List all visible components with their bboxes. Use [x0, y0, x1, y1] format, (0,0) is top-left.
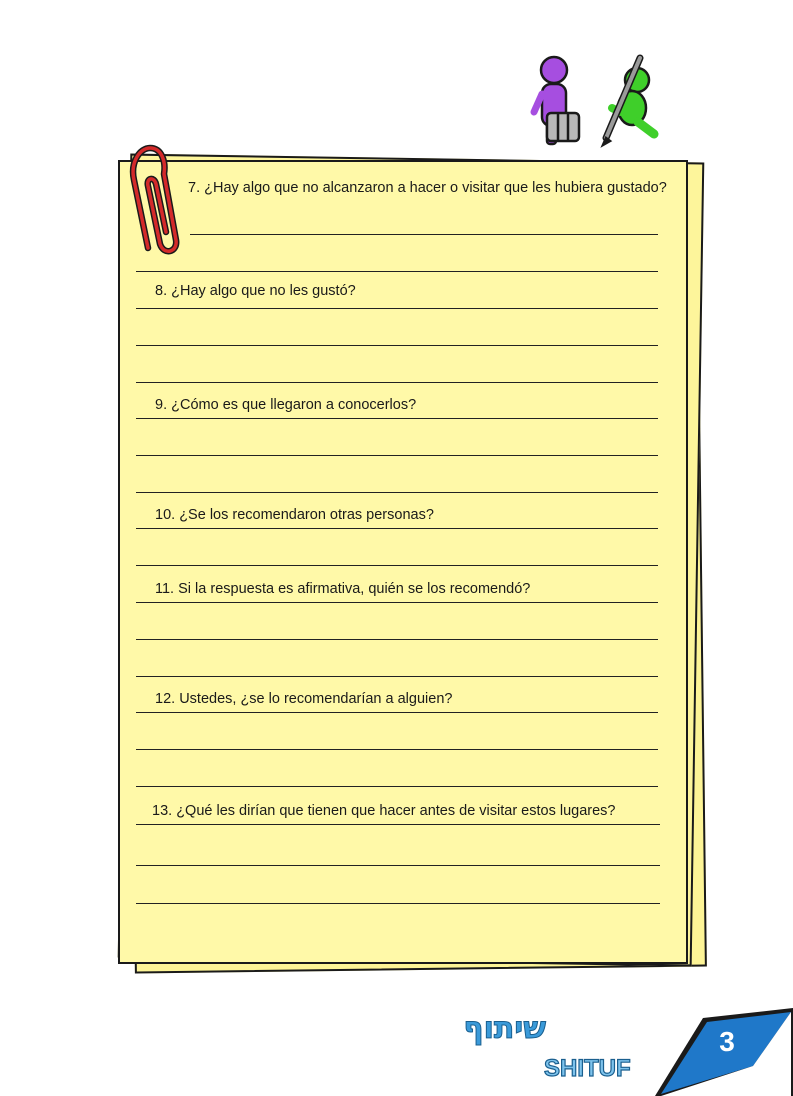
answer-line[interactable] — [136, 865, 660, 866]
question-number: 10. — [155, 507, 176, 523]
answer-line[interactable] — [136, 676, 658, 677]
question-text: ¿Cómo es que llegaron a conocerlos? — [171, 397, 417, 413]
question-10 — [155, 506, 434, 524]
purple-person-icon — [534, 57, 579, 144]
question-number: 8. — [155, 283, 168, 299]
answer-line[interactable] — [136, 824, 660, 825]
question-number: 12. — [155, 691, 176, 707]
answer-line[interactable] — [136, 712, 658, 713]
paperclip-icon — [126, 140, 186, 260]
answer-line[interactable] — [136, 528, 658, 529]
people-figures-illustration — [520, 50, 670, 150]
answer-line[interactable] — [190, 234, 658, 235]
answer-line[interactable] — [136, 382, 658, 383]
question-7 — [188, 179, 668, 197]
answer-line[interactable] — [136, 455, 658, 456]
answer-line[interactable] — [136, 786, 658, 787]
question-8 — [155, 282, 356, 300]
answer-line[interactable] — [136, 271, 658, 272]
question-text: ¿Hay algo que no les gustó? — [171, 283, 356, 299]
svg-text:שיתוף: שיתוף — [463, 1011, 546, 1046]
svg-text:SHITUF: SHITUF — [544, 1055, 631, 1082]
question-number: 9. — [155, 397, 168, 413]
page-number: 3 — [719, 1026, 735, 1057]
question-9 — [155, 396, 416, 414]
paper-sheet-front — [118, 160, 688, 964]
answer-line[interactable] — [136, 565, 658, 566]
answer-line[interactable] — [136, 492, 658, 493]
answer-line[interactable] — [136, 602, 658, 603]
answer-line[interactable] — [136, 345, 658, 346]
question-number: 7. — [188, 180, 201, 196]
question-text: Ustedes, ¿se lo recomendarían a alguien? — [179, 691, 453, 707]
question-11 — [155, 580, 530, 598]
question-number: 11. — [155, 581, 175, 597]
green-person-with-pencil-icon — [603, 58, 654, 145]
shituf-logo — [463, 1010, 650, 1085]
answer-line[interactable] — [136, 749, 658, 750]
question-text: ¿Se los recomendaron otras personas? — [179, 507, 434, 523]
answer-line[interactable] — [136, 418, 658, 419]
question-12 — [155, 690, 452, 708]
answer-line[interactable] — [136, 903, 660, 904]
question-text: ¿Hay algo que no alcanzaron a hacer o visitar que les hubiera gustado? — [204, 180, 667, 196]
question-text: Si la respuesta es afirmativa, quién se los recomendó? — [178, 581, 531, 597]
question-13 — [152, 802, 672, 820]
question-text: ¿Qué les dirían que tienen que hacer antes de visitar estos lugares? — [176, 803, 616, 819]
answer-line[interactable] — [136, 639, 658, 640]
question-number: 13. — [152, 803, 173, 819]
answer-line[interactable] — [136, 308, 658, 309]
